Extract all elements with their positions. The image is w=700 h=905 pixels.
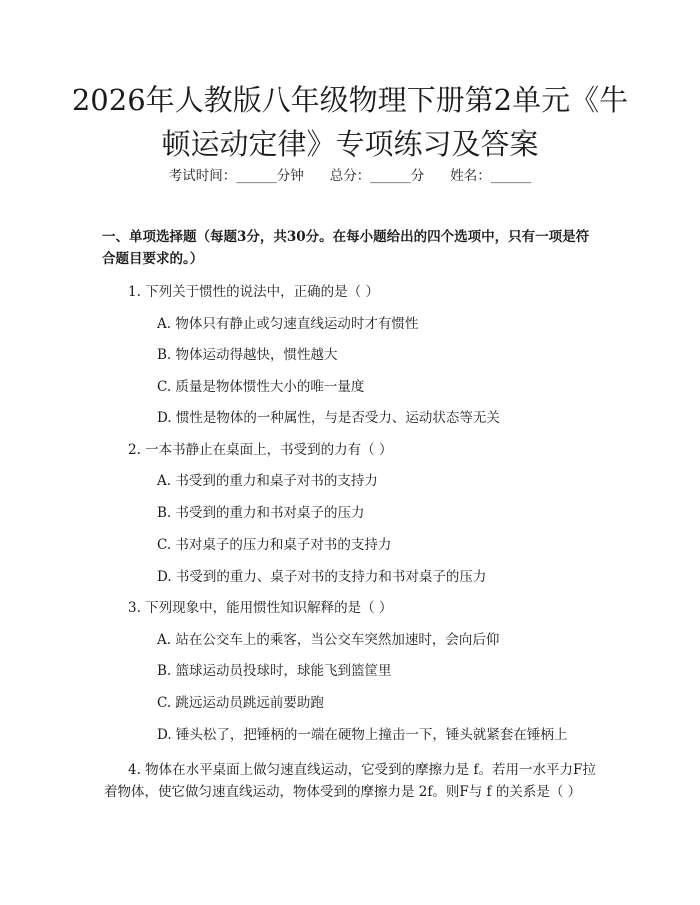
exam-time-label: 考试时间：______分钟 bbox=[168, 168, 304, 184]
option-d: D. 惯性是物体的一种属性，与是否受力、运动状态等无关 bbox=[157, 410, 500, 426]
option-a: A. 站在公交车上的乘客，当公交车突然加速时，会向后仰 bbox=[157, 632, 500, 648]
option-a: A. 物体只有静止或匀速直线运动时才有惯性 bbox=[157, 316, 419, 332]
page-title: 2026年人教版八年级物理下册第2单元《牛顿运动定律》专项练习及答案 bbox=[71, 83, 629, 161]
option-b: B. 篮球运动员投球时，球能飞到篮筐里 bbox=[157, 663, 392, 679]
total-score-label: 总分：______分 bbox=[329, 168, 425, 184]
question-stem: 1. 下列关于惯性的说法中，正确的是（ ） bbox=[128, 284, 379, 300]
student-name-label: 姓名：______ bbox=[450, 168, 532, 184]
option-b: B. 书受到的重力和书对桌子的压力 bbox=[157, 505, 365, 521]
exam-info-row bbox=[0, 166, 700, 186]
option-d: D. 书受到的重力、桌子对书的支持力和书对桌子的压力 bbox=[157, 569, 487, 585]
section-heading: 一、单项选择题（每题3分，共30分。在每小题给出的四个选项中，只有一项是符合题目要求的。） bbox=[102, 229, 590, 267]
option-a: A. 书受到的重力和桌子对书的支持力 bbox=[157, 473, 378, 489]
option-c: C. 质量是物体惯性大小的唯一量度 bbox=[157, 379, 365, 395]
option-c: C. 跳远运动员跳远前要助跑 bbox=[157, 695, 324, 711]
question-stem: 2. 一本书静止在桌面上，书受到的力有（ ） bbox=[128, 442, 393, 458]
option-d: D. 锤头松了，把锤柄的一端在硬物上撞击一下，锤头就紧套在锤柄上 bbox=[157, 727, 568, 743]
option-c: C. 书对桌子的压力和桌子对书的支持力 bbox=[157, 537, 392, 553]
question-stem: 4. 物体在水平桌面上做匀速直线运动，它受到的摩擦力是 f。若用一水平力F拉着物体，使它做匀速直线运动，物体受到的摩擦力是 2f。则F与 f 的关系是（ ） bbox=[104, 762, 596, 800]
question-stem: 3. 下列现象中，能用惯性知识解释的是（ ） bbox=[128, 600, 393, 616]
option-b: B. 物体运动得越快，惯性越大 bbox=[157, 347, 338, 363]
